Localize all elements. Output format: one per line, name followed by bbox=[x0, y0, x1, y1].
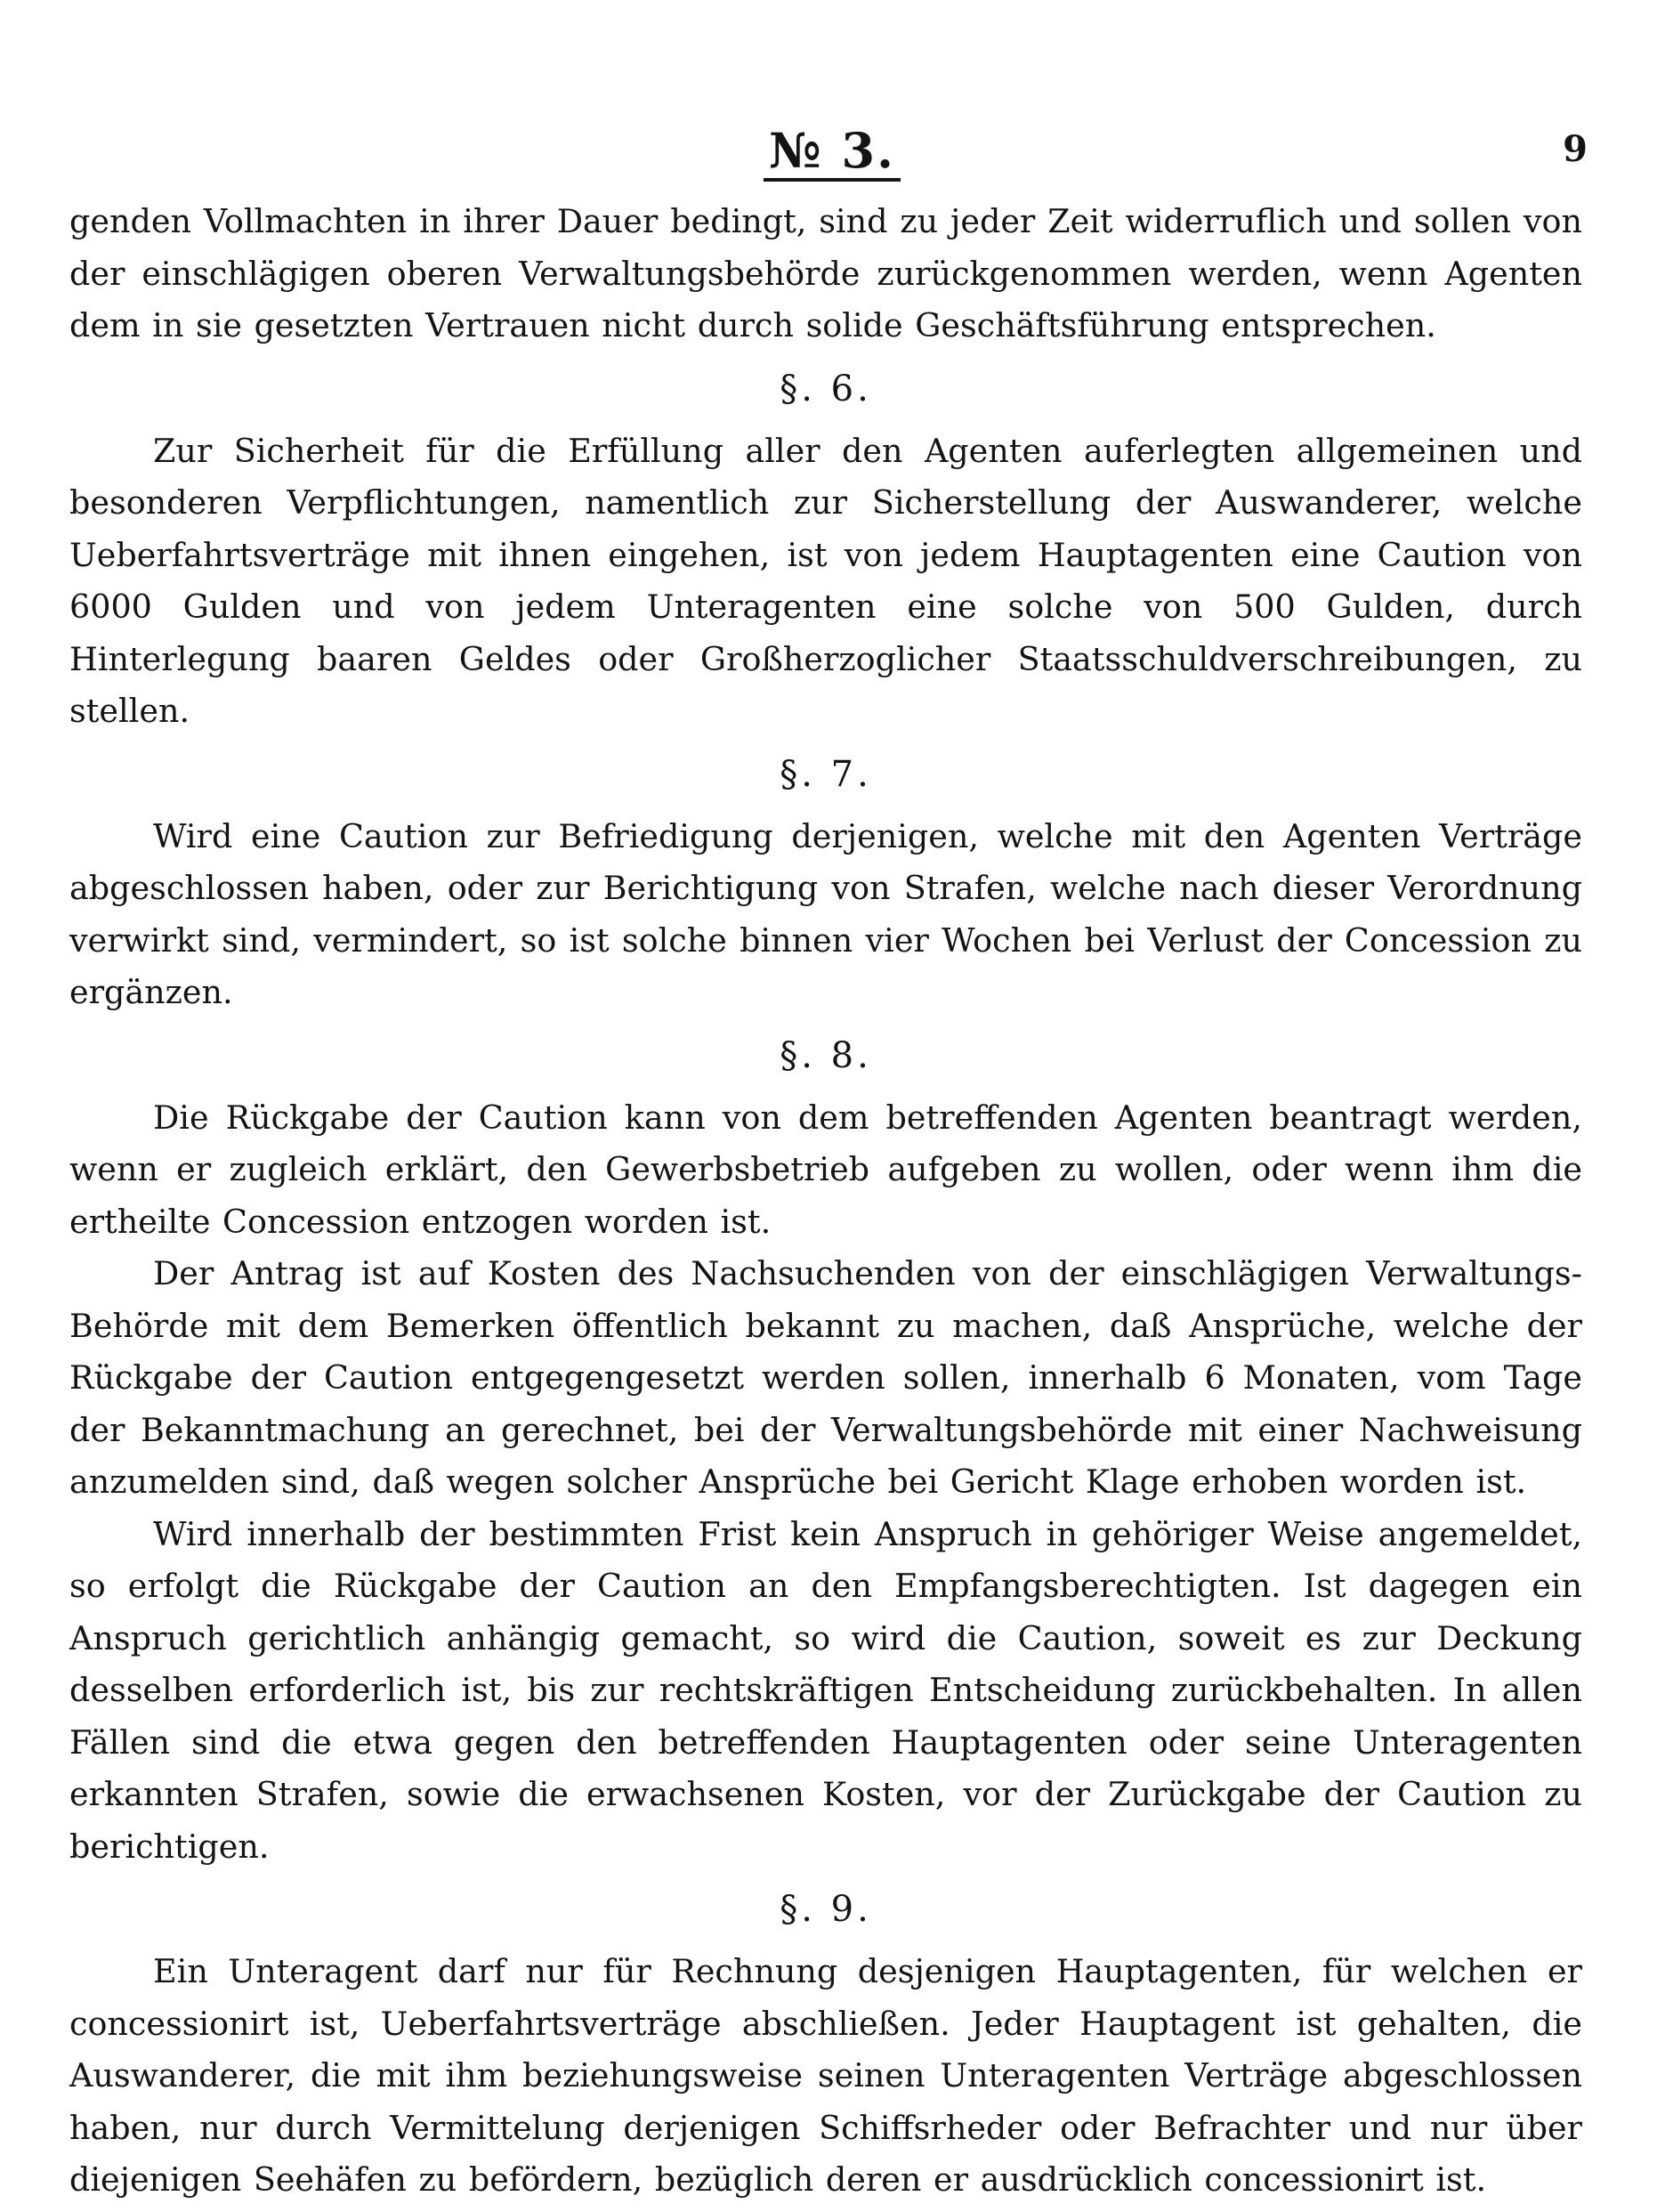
section-8-paragraph-3: Wird innerhalb der bestimmten Frist kein Anspruch in gehöriger Weise angemeldet, so erfolgt die Rückgabe der Caution an den Empfangsberechtigten. Ist dagegen ein Anspruch gerichtlich anhängig gemacht, so wird die Caution, soweit es zur Deckung desselben erforderlich ist, bis zur rechtskräftigen Entscheidung zurückbehalten. In allen Fällen sind die etwa gegen den betreffenden Hauptagenten oder seine Unteragenten erkannten Strafen, sowie die erwachsenen Kosten, vor der Zurückgabe der Caution zu berichtigen. bbox=[69, 1514, 1582, 1866]
section-6-heading: §. 6. bbox=[780, 368, 872, 409]
section-7-paragraph-1: Wird eine Caution zur Befriedigung derjenigen, welche mit den Agenten Verträge abgeschlossen haben, oder zur Berichtigung von Strafen, welche nach dieser Verordnung verwirkt sind, vermindert, so ist solche binnen vier Wochen bei Verlust der Concession zu ergänzen. bbox=[69, 816, 1582, 1011]
section-9-paragraph-1: Ein Unteragent darf nur für Rechnung desjenigen Hauptagenten, für welchen er concessionirt ist, Ueberfahrtsverträge abschließen. Jeder Hauptagent ist gehalten, die Auswanderer, die mit ihm beziehungsweise seinen Unteragenten Verträge abgeschlossen haben, nur durch Vermittelung derjenigen Schiffsrheder oder Befrachter und nur über diejenigen Seehäfen zu befördern, bezüglich deren er ausdrücklich concessionirt ist. bbox=[69, 1952, 1582, 2199]
section-6-paragraph-1: Zur Sicherheit für die Erfüllung aller den Agenten auferlegten allgemeinen und besonderen Verpflichtungen, namentlich zur Sicherstellung der Auswanderer, welche Ueberfahrtsverträge mit ihnen eingehen, ist von jedem Hauptagenten eine Caution von 6000 Gulden und von jedem Unteragenten eine solche von 500 Gulden, durch Hinterlegung baaren Geldes oder Großherzoglicher Staatsschuldverschreibungen, zu stellen. bbox=[69, 431, 1582, 730]
issue-number: № 3. bbox=[764, 125, 901, 182]
section-8-paragraph-1: Die Rückgabe der Caution kann von dem betreffenden Agenten beantragt werden, wenn er zugleich erklärt, den Gewerbsbetrieb aufgeben zu wollen, oder wenn ihm die ertheilte Concession entzogen worden ist. bbox=[69, 1098, 1582, 1241]
page-number: 9 bbox=[1563, 128, 1588, 170]
section-8-heading: §. 8. bbox=[780, 1034, 872, 1076]
section-9-heading: §. 9. bbox=[780, 1889, 872, 1930]
section-7-heading: §. 7. bbox=[780, 753, 872, 795]
paragraph-continuation: genden Vollmachten in ihrer Dauer bedingt, sind zu jeder Zeit widerruflich und sollen von der einschlägigen oberen Verwaltungsbehörde zurückgenommen werden, wenn Agenten dem in sie gesetzten Vertrauen nicht durch solide Geschäftsführung entsprechen. bbox=[69, 202, 1582, 344]
page-header bbox=[69, 122, 1588, 196]
document-page bbox=[69, 122, 1588, 2207]
section-8-paragraph-2: Der Antrag ist auf Kosten des Nachsuchenden von der einschlägigen Verwaltungs-Behörde mit dem Bemerken öffentlich bekannt zu machen, daß Ansprüche, welche der Rückgabe der Caution entgegengesetzt werden sollen, innerhalb 6 Monaten, vom Tage der Bekanntmachung an gerechnet, bei der Verwaltungsbehörde mit einer Nachweisung anzumelden sind, daß wegen solcher Ansprüche bei Gericht Klage erhoben worden ist. bbox=[69, 1254, 1582, 1501]
